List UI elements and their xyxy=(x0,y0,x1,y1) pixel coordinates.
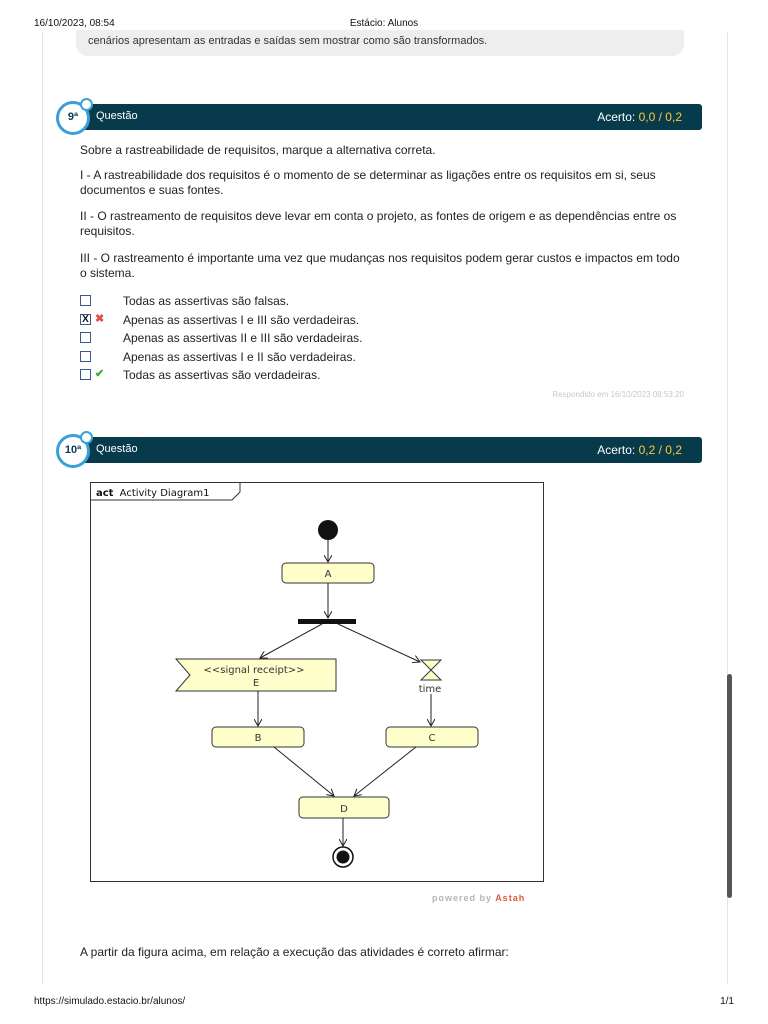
score-value: 0,0 xyxy=(638,110,656,124)
option-checkbox[interactable] xyxy=(80,332,91,343)
badge-dot-icon xyxy=(80,431,93,444)
question-9-statement-2: II - O rastreamento de requisitos deve levar em conta o projeto, as fontes de origem e as dependências entre os requisitos. xyxy=(80,209,677,238)
question-10-badge xyxy=(56,434,90,468)
option-checkbox[interactable] xyxy=(80,295,91,306)
print-page-count: 1/1 xyxy=(720,996,734,1007)
question-9-statement-1: I - A rastreabilidade dos requisitos é o momento de se determinar as ligações entre os requisitos em si, seus documentos e suas fontes. xyxy=(80,168,656,197)
initial-node xyxy=(318,520,338,540)
option-checkbox[interactable] xyxy=(80,351,91,362)
question-10-score xyxy=(597,443,682,457)
score-total: / 0,2 xyxy=(658,443,682,457)
question-10-header xyxy=(80,437,702,463)
diagram-frame-title: act Activity Diagram1 xyxy=(96,488,210,499)
print-footer xyxy=(34,996,734,1010)
option-text: Todas as assertivas são verdadeiras. xyxy=(123,368,321,382)
print-url: https://simulado.estacio.br/alunos/ xyxy=(34,996,186,1007)
option-checkbox[interactable]: X xyxy=(80,314,91,325)
activity-d-label: D xyxy=(340,804,348,815)
powered-by-watermark: powered by Astah xyxy=(432,893,526,903)
previous-explanation-text: cenários apresentam as entradas e saídas sem mostrar como são transformados. xyxy=(88,35,488,47)
question-9-score xyxy=(597,110,682,124)
option-5[interactable] xyxy=(80,368,684,387)
question-9-label: Questão xyxy=(96,110,138,122)
final-node-core xyxy=(337,851,350,864)
question-9-badge xyxy=(56,101,90,135)
question-10-stem: A partir da figura acima, em relação a execução das atividades é correto afirmar: xyxy=(80,945,509,959)
question-10-number: 10ª xyxy=(64,444,82,456)
question-9-header xyxy=(80,104,702,130)
badge-dot-icon xyxy=(80,98,93,111)
activity-diagram-svg xyxy=(90,482,544,882)
activity-diagram-image xyxy=(90,482,544,882)
option-4[interactable] xyxy=(80,350,684,369)
score-total: / 0,2 xyxy=(658,110,682,124)
activity-b-label: B xyxy=(254,733,262,744)
score-value: 0,2 xyxy=(638,443,656,457)
option-text: Todas as assertivas são falsas. xyxy=(123,294,290,308)
score-prefix: Acerto: xyxy=(597,110,636,124)
score-prefix: Acerto: xyxy=(597,443,636,457)
option-text: Apenas as assertivas I e III são verdadeiras. xyxy=(123,312,360,327)
previous-explanation-box xyxy=(76,30,684,56)
correct-answer-icon: ✔ xyxy=(95,368,105,380)
option-text: Apenas as assertivas I e II são verdadeiras. xyxy=(123,349,356,364)
fork-bar xyxy=(298,619,356,624)
option-2[interactable] xyxy=(80,313,684,332)
option-1[interactable] xyxy=(80,294,684,313)
option-checkbox[interactable] xyxy=(80,369,91,380)
time-label: time xyxy=(418,684,442,695)
signal-e-label: E xyxy=(252,678,260,689)
question-9-statement-3: III - O rastreamento é importante uma vez que mudanças nos requisitos podem gerar custos e impactos em todo o sistema. xyxy=(80,251,680,280)
print-date: 16/10/2023, 08:54 xyxy=(34,18,115,29)
answered-timestamp: Respondido em 16/10/2023 08:53:20 xyxy=(552,390,684,399)
print-title: Estácio: Alunos xyxy=(349,18,419,29)
signal-stereotype-label: <<signal receipt>> xyxy=(203,665,305,676)
scrollbar-thumb[interactable] xyxy=(727,674,732,898)
question-9-prompt: Sobre a rastreabilidade de requisitos, marque a alternativa correta. xyxy=(80,143,436,157)
activity-c-label: C xyxy=(428,733,436,744)
question-9-number: 9ª xyxy=(67,111,79,123)
question-10-label: Questão xyxy=(96,443,138,455)
option-text: Apenas as assertivas II e III são verdadeiras. xyxy=(123,331,363,345)
option-3[interactable] xyxy=(80,331,684,350)
wrong-answer-icon: ✖ xyxy=(95,312,105,325)
question-9-options xyxy=(80,294,684,387)
activity-a-label: A xyxy=(324,569,332,580)
